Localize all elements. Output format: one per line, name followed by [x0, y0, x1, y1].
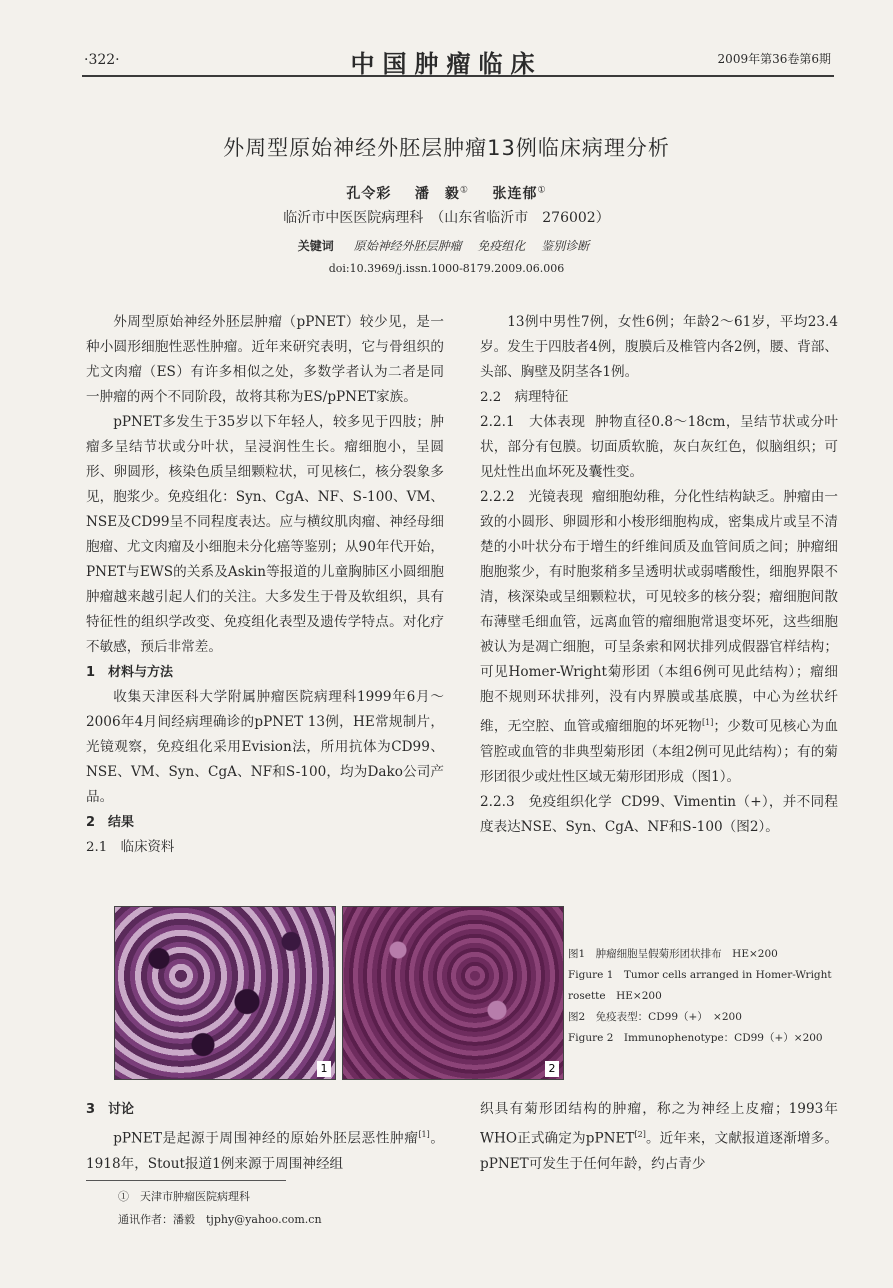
discussion-left [86, 1097, 444, 1177]
footnote-affiliation: ① 天津市肿瘤医院病理科 [118, 1190, 250, 1203]
footnote-rule [86, 1180, 286, 1181]
section-heading-methods: 1 材料与方法 [86, 665, 174, 680]
subsection-heading-pathology: 2.2 病理特征 [480, 390, 569, 405]
methods-paragraph: 收集天津医科大学附属肿瘤医院病理科1999年6月～2006年4月间经病理确诊的pPNET 13例，HE常规制片，光镜观察，免疫组化采用Evision法，所用抗体为CD99、NSE、VM、Syn、CgA、NF和S-100，均为Dako公司产品。 [86, 689, 444, 805]
author-3: 张连郁 [492, 186, 538, 202]
discussion-text-2: 。1918年，Stout报道1例来源于周围神经组 [86, 1130, 444, 1172]
figure-1-micrograph [114, 906, 336, 1080]
doi: doi:10.3969/j.issn.1000-8179.2009.06.006 [328, 262, 565, 275]
page-number: ·322· [84, 52, 120, 68]
figure-captions [568, 944, 838, 1049]
ihc-text: CD99、Vimentin（+），并不同程度表达NSE、Syn、CgA、NF和S-100（图2）。 [480, 793, 838, 835]
author-1: 孔令彩 [346, 186, 392, 202]
keyword: 原始神经外胚层肿瘤 [353, 239, 462, 253]
keywords-label: 关键词 [297, 239, 334, 253]
caption-1-cn: 图1 肿瘤细胞呈假菊形团状排布 HE×200 [568, 948, 778, 960]
caption-2-en: Figure 2 Immunophenotype：CD99（+）×200 [568, 1032, 823, 1044]
discussion-right-text: 织具有菊形团结构的肿瘤，称之为神经上皮瘤；1993年WHO正式确定为pPNET [480, 1101, 838, 1147]
keyword: 鉴别诊断 [541, 239, 590, 253]
header-rule [82, 75, 834, 77]
caption-2-cn: 图2 免疫表型：CD99（+） ×200 [568, 1011, 742, 1023]
author-list [0, 183, 893, 203]
ihc-paragraph [480, 790, 838, 840]
ihc-heading: 2.2.3 免疫组织化学 [480, 793, 612, 810]
gross-paragraph [480, 410, 838, 485]
clinical-paragraph: 13例中男性7例，女性6例；年龄2～61岁，平均23.4岁。发生于四肢者4例，腹膜后及椎管内各2例，腰、背部、头部、胸壁及阴茎各1例。 [480, 314, 838, 380]
keyword: 免疫组化 [477, 239, 526, 253]
discussion-right [480, 1097, 838, 1177]
intro-paragraph-1: 外周型原始神经外胚层肿瘤（pPNET）较少见，是一种小圆形细胞性恶性肿瘤。近年来研究表明，它与骨组织的尤文肉瘤（ES）有许多相似之处，多数学者认为二者是同一肿瘤的两个不同阶段，故将其称为ES/pPNET家族。 [86, 314, 444, 405]
gross-heading: 2.2.1 大体表现 [480, 414, 586, 430]
discussion-right-text-2: 。近年来，文献报道逐渐增多。pPNET可发生于任何年龄，约占青少 [480, 1130, 838, 1172]
author-2-mark: ① [459, 185, 469, 196]
right-column [480, 310, 838, 840]
gross-text: 肿物直径0.8～18cm，呈结节状或分叶状，部分有包膜。切面质软脆，灰白灰红色，似脑组织；可见灶性出血坏死及囊性变。 [480, 414, 839, 480]
journal-name: 中国肿瘤临床 [350, 49, 543, 78]
micro-paragraph [480, 485, 838, 790]
figure-2-micrograph [342, 906, 564, 1080]
figure-1-label: 1 [317, 1061, 331, 1077]
footnote-correspondence: 通讯作者：潘毅 tjphy@yahoo.com.cn [118, 1213, 322, 1226]
subsection-heading-clinical: 2.1 临床资料 [86, 840, 175, 855]
author-3-mark: ① [537, 185, 547, 196]
section-heading-discussion: 3 讨论 [86, 1102, 135, 1117]
section-heading-results: 2 结果 [86, 815, 135, 830]
issue-info: 2009年第36卷第6期 [717, 52, 831, 66]
citation-ref: [1] [702, 718, 714, 727]
author-2: 潘 毅 [414, 186, 460, 202]
citation-ref: [1] [418, 1130, 430, 1139]
affiliation: 临沂市中医医院病理科 （山东省临沂市 276002） [283, 210, 610, 226]
micro-text: 瘤细胞幼稚，分化性结构缺乏。肿瘤由一致的小圆形、卵圆形和小梭形细胞构成，密集成片或呈不清楚的小叶状分布于增生的纤维间质及血管间质之间；肿瘤细胞胞浆少，有时胞浆稍多呈透明状或弱嗜酸性，细胞界限不清，核深染或呈细颗粒状，可见较多的核分裂；瘤细胞间散布薄壁毛细血管，远离血管的瘤细胞常退变坏死，这些细胞被认为是凋亡细胞，可呈条索和网状排列成假器官样结构；可见Homer-Wright菊形团（本组6例可见此结构）；瘤细胞不规则环状排列，没有内界膜或基底膜，中心为丝状纤维，无空腔、血管或瘤细胞的坏死物 [480, 489, 838, 735]
intro-paragraph-2: pPNET多发生于35岁以下年轻人，较多见于四肢；肿瘤多呈结节状或分叶状，呈浸润性生长。瘤细胞小，呈圆形、卵圆形，核染色质呈细颗粒状，可见核仁，核分裂象多见，胞浆少。免疫组化：Syn、CgA、NF、S-100、VM、NSE及CD99呈不同程度表达。应与横纹肌肉瘤、神经母细胞瘤、尤文肉瘤及小细胞未分化癌等鉴别；从90年代开始，PNET与EWS的关系及Askin等报道的儿童胸肺区小圆细胞肿瘤越来越引起人们的关注。大多发生于骨及软组织，具有特征性的组织学改变、免疫组化表型及遗传学特点。对化疗不敏感，预后非常差。 [86, 414, 444, 655]
article-title: 外周型原始神经外胚层肿瘤13例临床病理分析 [223, 136, 670, 160]
micro-heading: 2.2.2 光镜表现 [480, 489, 584, 505]
keywords [0, 237, 893, 254]
caption-1-en: Figure 1 Tumor cells arranged in Homer-Wright rosette HE×200 [568, 969, 832, 1002]
discussion-paragraph [86, 1122, 444, 1177]
discussion-continued [480, 1097, 838, 1177]
discussion-text: pPNET是起源于周围神经的原始外胚层恶性肿瘤 [113, 1130, 419, 1147]
citation-ref: [2] [634, 1130, 646, 1139]
left-column [86, 310, 444, 860]
micro-text-2: ；少数可见核心为血管腔或血管的非典型菊形团（本组2例可见此结构）；有的菊形团很少或灶性区域无菊形团形成（图1）。 [480, 718, 839, 785]
figure-2-label: 2 [545, 1061, 559, 1077]
